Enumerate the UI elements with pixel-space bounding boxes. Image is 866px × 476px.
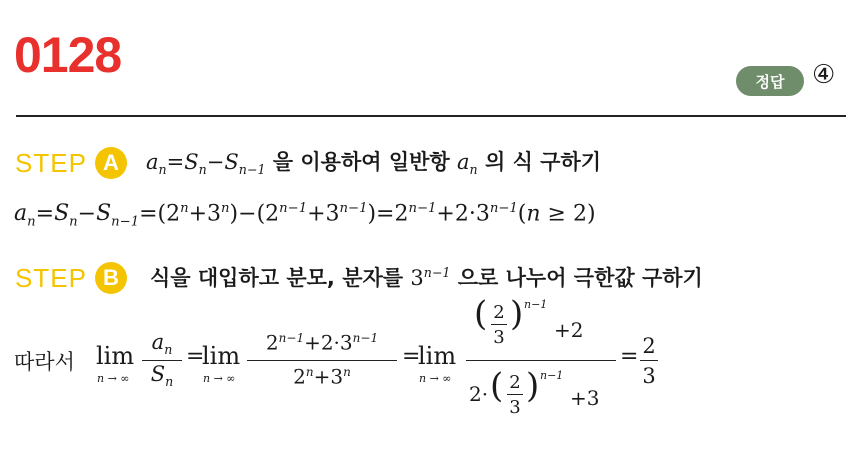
step-a-heading-text-2: 의 식 구하기 [484,150,602,174]
header-divider [16,115,846,117]
lim-subscript-2: n → ∞ [203,372,236,385]
step-b-label: STEP [15,263,87,293]
step-a-heading: $a_n=S_n-S_{n-1}$ 을 이용하여 일반항 $a_n$ 의 식 구하기 [146,150,602,178]
answer-value: ④ [812,60,836,90]
limit-calculation: 따라서 lim n → ∞ $a_n$ $S_n$ = lim n → ∞ $2^{n-1}+2\cdot 3^{n-1}$ $2^n+3^n$ = lim n → ∞ ( 2 3 ) n−1 +2 2· ( 2 3 ) n−1 +3 = 2 3 [14,302,674,432]
lim-subscript: n → ∞ [97,372,130,385]
general-term-equation: $a_n=S_n-S_{n-1}=(2^n+3^n)-(2^{n-1}+3^{n-1})=2^{n-1}+2\cdot 3^{n-1}(n \ge 2)$ [14,201,596,230]
lim-subscript-3: n → ∞ [419,372,452,385]
step-b-heading-text-1: 식을 대입하고 분모, 분자를 [150,266,404,290]
problem-number: 0128 [14,27,122,83]
step-b-badge: B [95,262,127,294]
step-b-heading: 식을 대입하고 분모, 분자를 $3^{n-1}$ 으로 나누어 극한값 구하기 [150,265,703,290]
step-a-badge: A [95,147,127,179]
step-a-heading-text-1: 을 이용하여 일반항 [272,150,450,174]
step-b-heading-text-2: 으로 나누어 극한값 구하기 [457,266,703,290]
conclusion-prefix: 따라서 [14,350,75,374]
step-a-label: STEP [15,148,87,178]
answer-badge: 정답 [736,66,804,96]
